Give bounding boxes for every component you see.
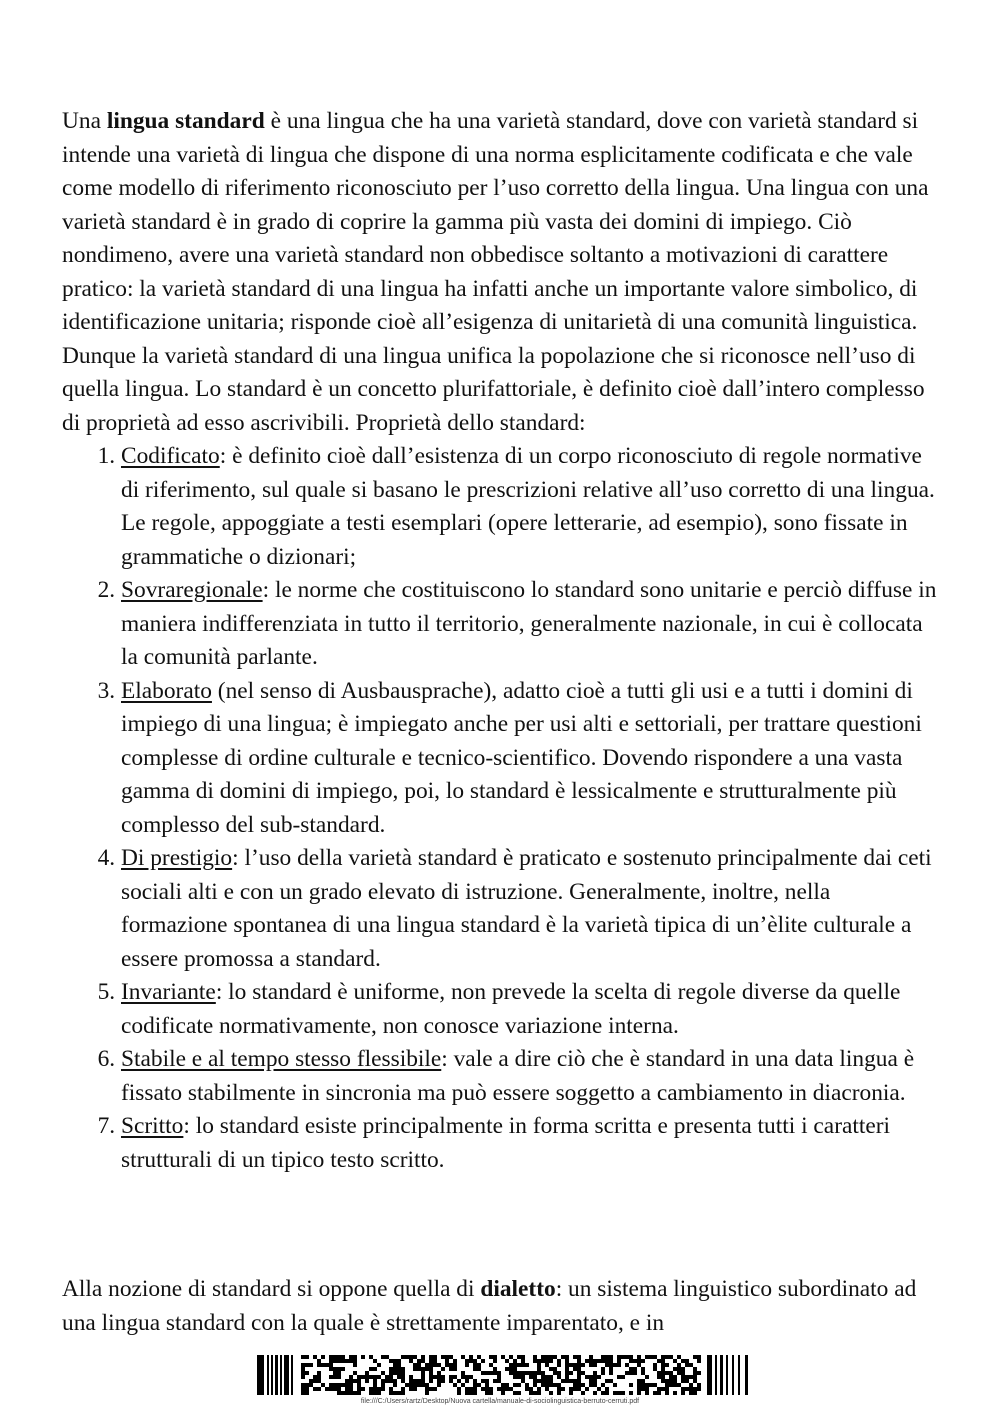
property-text: : è definito cioè dall’esistenza di un corpo riconosciuto di regole normative di riferimento, sul quale si basano le prescrizioni relative all’uso corretto di una lingua. Le regole, appoggiate a testi esemplari (opere letterarie, ad esempio), sono fissate in grammatiche o dizionari; <box>121 443 935 570</box>
list-item <box>121 842 942 976</box>
text-run: Alla nozione di standard si oppone quella di <box>62 1276 481 1302</box>
footer-file-path: file:///C:/Users/rartz/Desktop/Nuova cartella/manuale-di-sociolinguistica-berruto-cerruti.pdf <box>360 1398 640 1405</box>
property-term: Di prestigio <box>121 845 233 871</box>
property-term: Codificato <box>121 443 220 469</box>
property-text: : lo standard è uniforme, non prevede la scelta di regole diverse da quelle codificate normativamente, non conosce variazione interna. <box>121 979 901 1039</box>
barcode-image <box>257 1355 753 1395</box>
property-term: Elaborato <box>121 677 212 704</box>
list-item <box>121 574 942 675</box>
list-item <box>121 675 942 843</box>
paragraph-dialetto <box>62 1273 942 1340</box>
property-text: : vale a dire ciò che è standard in una data lingua è fissato stabilmente in sincronia ma può essere soggetto a cambiamento in diacronia. <box>121 1046 915 1106</box>
property-text: : l’uso della varietà standard è praticato e sostenuto principalmente dai ceti sociali alti e con un grado elevato di istruzione. Generalmente, inoltre, nella formazione spontanea di una lingua standard è la varietà tipica di un’èlite culturale a essere promossa a standard. <box>121 845 932 972</box>
list-item <box>121 1110 942 1177</box>
list-item <box>121 1043 942 1110</box>
term-dialetto: dialetto <box>480 1276 556 1302</box>
text-run: Una <box>62 108 107 134</box>
paragraph-standard-definition <box>62 105 942 440</box>
property-term: Invariante <box>121 979 216 1005</box>
property-term: Scritto <box>121 1113 184 1139</box>
property-term: Stabile e al tempo stesso flessibile <box>121 1046 442 1072</box>
property-text: : le norme che costituiscono lo standard sono unitarie e perciò diffuse in maniera indifferenziata in tutto il territorio, generalmente nazionale, in cui è collocata la comunità parlante. <box>121 577 937 670</box>
properties-list <box>62 440 942 1177</box>
list-item <box>121 440 942 574</box>
text-run: : un sistema linguistico subordinato ad una lingua standard con la quale è strettamente imparentato, e in <box>62 1276 917 1336</box>
intro-paragraph <box>62 105 942 1177</box>
property-term: Sovraregionale <box>121 577 263 603</box>
term-lingua-standard: lingua standard <box>106 108 265 134</box>
dialect-paragraph <box>62 1273 942 1340</box>
property-text: (nel senso di Ausbausprache), adatto cioè a tutti gli usi e a tutti i domini di impiego di una lingua; è impiegato anche per usi alti e settoriali, per trattare questioni complesse di ordine culturale e tecnico-scientifico. Dovendo rispondere a una vasta gamma di domini di impiego, poi, lo standard è lessicalmente e strutturalmente più complesso del sub-standard. <box>121 677 922 838</box>
property-text: : lo standard esiste principalmente in forma scritta e presenta tutti i caratteri strutturali di un tipico testo scritto. <box>121 1113 891 1173</box>
list-item <box>121 976 942 1043</box>
text-run: è una lingua che ha una varietà standard, dove con varietà standard si intende una varietà di lingua che dispone di una norma esplicitamente codificata e che vale come modello di riferimento riconosciuto per l’uso corretto della lingua. Una lingua con una varietà standard è in grado di coprire la gamma più vasta dei domini di impiego. Ciò nondimeno, avere una varietà standard non obbedisce soltanto a motivazioni di carattere pratico: la varietà standard di una lingua ha infatti anche un importante valore simbolico, di identificazione unitaria; risponde cioè all’esigenza di unitarietà di una comunità linguistica. Dunque la varietà standard di una lingua unifica la popolazione che si riconosce nell’uso di quella lingua. Lo standard è un concetto plurifattoriale, è definito cioè dall’intero complesso di proprietà ad esso ascrivibili. Proprietà dello standard: <box>62 108 929 436</box>
